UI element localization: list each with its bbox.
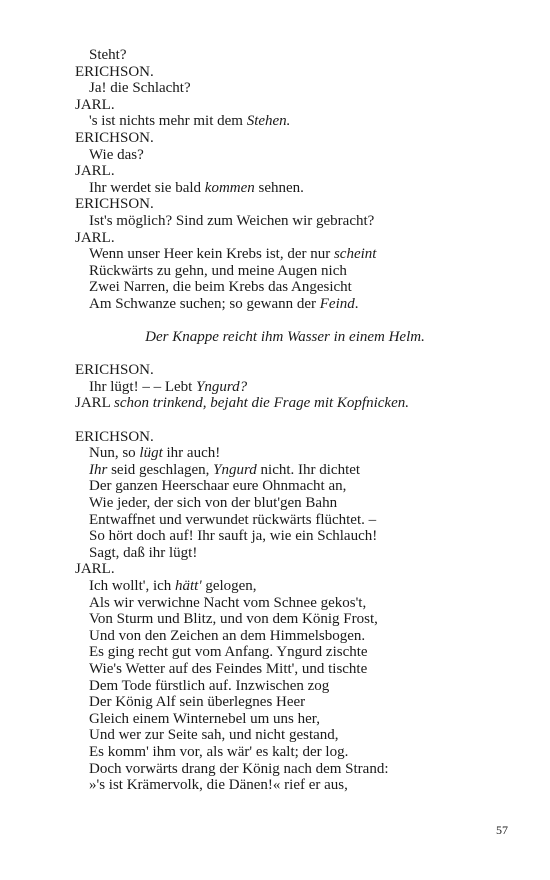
text-segment: 's ist nichts mehr mit dem (89, 113, 247, 130)
verse-line (75, 279, 515, 296)
verse-line (75, 379, 515, 396)
text-segment: Wenn unser Heer kein Krebs ist, der nur (89, 246, 334, 263)
italic-text: lügt (139, 445, 163, 462)
verse-line (75, 180, 515, 197)
verse-line (75, 661, 515, 678)
text-segment: Der König Alf sein überlegnes Heer (89, 694, 306, 711)
speaker-name (75, 130, 515, 147)
speaker-name (75, 395, 515, 412)
speaker-name (75, 64, 515, 81)
text-segment: Und von den Zeichen an dem Himmelsbogen. (89, 627, 366, 644)
italic-text: Feind (319, 295, 355, 312)
verse-line (75, 113, 515, 130)
verse-line (75, 578, 515, 595)
text-segment: ERICHSON. (75, 428, 154, 445)
text-segment: nicht. Ihr dichtet (256, 461, 361, 478)
text-segment: gelogen, (201, 578, 257, 594)
italic-text: Yngurd (213, 461, 257, 478)
text-segment: ERICHSON. (75, 129, 154, 146)
italic-text: schon trinkend, bejaht die Frage mit Kopfnicken. (114, 395, 409, 412)
text-segment: ihr auch! (162, 445, 221, 462)
text-segment: sehnen. (254, 179, 304, 196)
italic-text: scheint (333, 246, 377, 263)
verse-line (75, 246, 515, 263)
text-segment: JARL (75, 395, 115, 412)
verse-line (75, 296, 515, 313)
speaker-name (75, 196, 515, 213)
verse-line (75, 512, 515, 529)
text-segment: Dem Tode fürstlich auf. Inzwischen zog (89, 677, 330, 694)
italic-text: Stehen. (246, 113, 291, 130)
text-segment: Ja! die Schlacht? (89, 80, 191, 97)
text-segment: JARL. (75, 96, 115, 113)
text-segment: ERICHSON. (75, 63, 154, 80)
text-segment: Es komm' ihm vor, als wär' es kalt; der log. (89, 743, 349, 760)
speaker-name (75, 362, 515, 379)
verse-line (75, 777, 515, 794)
verse-line (75, 761, 515, 778)
blank-line (75, 346, 515, 363)
text-segment: Doch vorwärts drang der König nach dem Strand: (89, 760, 389, 777)
italic-text: hätt' (175, 578, 202, 594)
verse-line (75, 595, 515, 612)
text-segment: So hört doch auf! Ihr sauft ja, wie ein Schlauch! (89, 528, 378, 545)
text-segment: Der Knappe reicht ihm Wasser in einem Helm. (145, 329, 425, 346)
verse-line (75, 694, 515, 711)
verse-line (75, 678, 515, 695)
verse-line (75, 263, 515, 280)
text-segment: Rückwärts zu gehn, und meine Augen nich (89, 262, 347, 279)
speaker-name (75, 163, 515, 180)
text-segment: Gleich einem Winternebel um uns her, (89, 710, 320, 727)
italic-text: kommen (204, 179, 255, 196)
speaker-name (75, 230, 515, 247)
page-number: 57 (496, 823, 508, 837)
verse-line (75, 628, 515, 645)
text-segment: »'s ist Krämervolk, die Dänen!« rief er aus, (89, 777, 348, 794)
verse-line (75, 545, 515, 562)
text-segment: Sagt, daß ihr lügt! (89, 544, 198, 561)
text-segment: . (354, 295, 359, 312)
verse-line (75, 711, 515, 728)
text-segment: ERICHSON. (75, 362, 154, 379)
speaker-name (75, 97, 515, 114)
text-segment: Ich wollt', ich (89, 578, 176, 594)
verse-line (75, 478, 515, 495)
text-segment: Es ging recht gut vom Anfang. Yngurd zischte (89, 644, 368, 661)
text-segment: Ist's möglich? Sind zum Weichen wir gebracht? (89, 212, 375, 229)
text-segment: Entwaffnet und verwundet rückwärts flüchtet. – (89, 511, 377, 528)
verse-line (75, 611, 515, 628)
text-segment: Wie jeder, der sich von der blut'gen Bahn (89, 495, 338, 512)
text-segment: Von Sturm und Blitz, und von dem König Frost, (89, 611, 378, 628)
text-segment: Ihr werdet sie bald (89, 179, 205, 196)
verse-line (75, 80, 515, 97)
text-segment: Und wer zur Seite sah, und nicht gestand, (89, 727, 339, 744)
verse-line (75, 462, 515, 479)
text-segment: ERICHSON. (75, 196, 154, 213)
italic-text: Ihr (89, 461, 108, 478)
blank-line (75, 412, 515, 429)
verse-line (75, 445, 515, 462)
text-segment: seid geschlagen, (107, 461, 214, 478)
text-segment: Nun, so (89, 445, 140, 462)
verse-line (75, 727, 515, 744)
verse-line (75, 147, 515, 164)
text-segment: JARL. (75, 229, 115, 246)
blank-line (75, 313, 515, 330)
speaker-name (75, 561, 515, 578)
text-segment: JARL. (75, 561, 115, 578)
speaker-name (75, 429, 515, 446)
text-segment: Wie das? (89, 146, 144, 163)
text-segment: Ihr lügt! – – Lebt (89, 378, 197, 395)
play-text (75, 47, 515, 794)
text-segment: Am Schwanze suchen; so gewann der (89, 295, 320, 312)
italic-text: Yngurd? (196, 378, 248, 395)
text-segment: Wie's Wetter auf des Feindes Mitt', und tischte (89, 660, 368, 677)
verse-line (75, 495, 515, 512)
verse-line (75, 47, 515, 64)
text-segment: Zwei Narren, die beim Krebs das Angesicht (89, 279, 352, 296)
verse-line (75, 744, 515, 761)
text-segment: JARL. (75, 163, 115, 180)
text-segment: Der ganzen Heerschaar eure Ohnmacht an, (89, 478, 347, 495)
text-segment: Als wir verwichne Nacht vom Schnee gekos't, (89, 594, 367, 611)
verse-line (75, 528, 515, 545)
verse-line (75, 644, 515, 661)
verse-line (75, 213, 515, 230)
text-segment: Steht? (89, 47, 127, 63)
stage-direction (75, 329, 495, 346)
